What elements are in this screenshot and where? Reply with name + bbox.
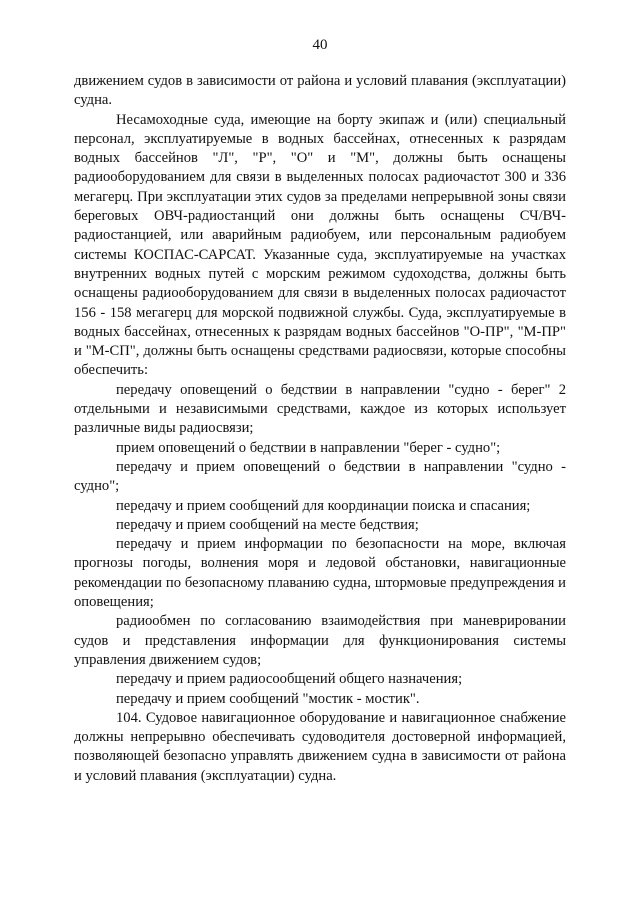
list-item-general-radio-messages: передачу и прием радиосообщений общего назначения; [116, 671, 463, 688]
list-item-bridge-to-bridge: передачу и прием сообщений "мостик - мостик". [116, 690, 420, 707]
list-item-distress-ship-to-ship: передачу и прием оповещений о бедствии в направлении "судно - судно"; [74, 458, 566, 495]
document-body [74, 72, 566, 786]
list-item-on-scene-communications: передачу и прием сообщений на месте бедствия; [116, 516, 419, 533]
list-item-search-and-rescue: передачу и прием сообщений для координации поиска и спасания; [116, 497, 531, 514]
paragraph-104-navigation-equipment: 104. Судовое навигационное оборудование и навигационное снабжение должны непрерывно обеспечивать судоводителя достоверной информацией, позволяющей безопасно управлять движением судна в зависимости от района и условий плавания (эксплуатации) судна. [74, 709, 566, 784]
list-item-distress-shore-to-ship: прием оповещений о бедствии в направлении "берег - судно"; [116, 439, 501, 456]
page-number: 40 [312, 37, 328, 53]
paragraph-non-self-propelled-vessels: Несамоходные суда, имеющие на борту экипаж и (или) специальный персонал, эксплуатируемые в водных бассейнах, отнесенных к разрядам водных бассейнов "Л", "Р", "О" и "М", должны быть оснащены радиооборудованием для связи в выделенных полосах радиочастот 300 и 336 мегагерц. При эксплуатации этих судов за пределами непрерывной зоны связи береговых ОВЧ-радиостанций они должны быть оснащены СЧ/ВЧ-радиостанцией, или аварийным радиобуем, или персональным радиобуем системы КОСПАС-САРСАТ. Указанные суда, эксплуатируемые на участках внутренних водных путей с морским режимом судоходства, должны быть оснащены радиооборудованием для связи в выделенных полосах радиочастот 156 - 158 мегагерц для морской подвижной службы. Суда, эксплуатируемые в водных бассейнах, отнесенных к разрядам водных бассейнов "О-ПР", "М-ПР" и "М-СП", должны быть оснащены средствами радиосвязи, которые способны обеспечить: [74, 111, 566, 379]
list-item-distress-ship-to-shore: передачу оповещений о бедствии в направлении "судно - берег" 2 отдельными и независимыми средствами, каждое из которых использует различные виды радиосвязи; [74, 381, 566, 437]
paragraph-continuation: движением судов в зависимости от района и условий плавания (эксплуатации) судна. [74, 73, 566, 109]
list-item-maneuvering-coordination: радиообмен по согласованию взаимодействия при маневрировании судов и представления информации для функционирования системы управления движением судов; [74, 613, 566, 668]
list-item-maritime-safety-information: передачу и прием информации по безопасности на море, включая прогнозы погоды, волнения моря и ледовой обстановки, навигационные рекомендации по безопасному плаванию судна, штормовые предупреждения и оповещения; [74, 536, 566, 611]
